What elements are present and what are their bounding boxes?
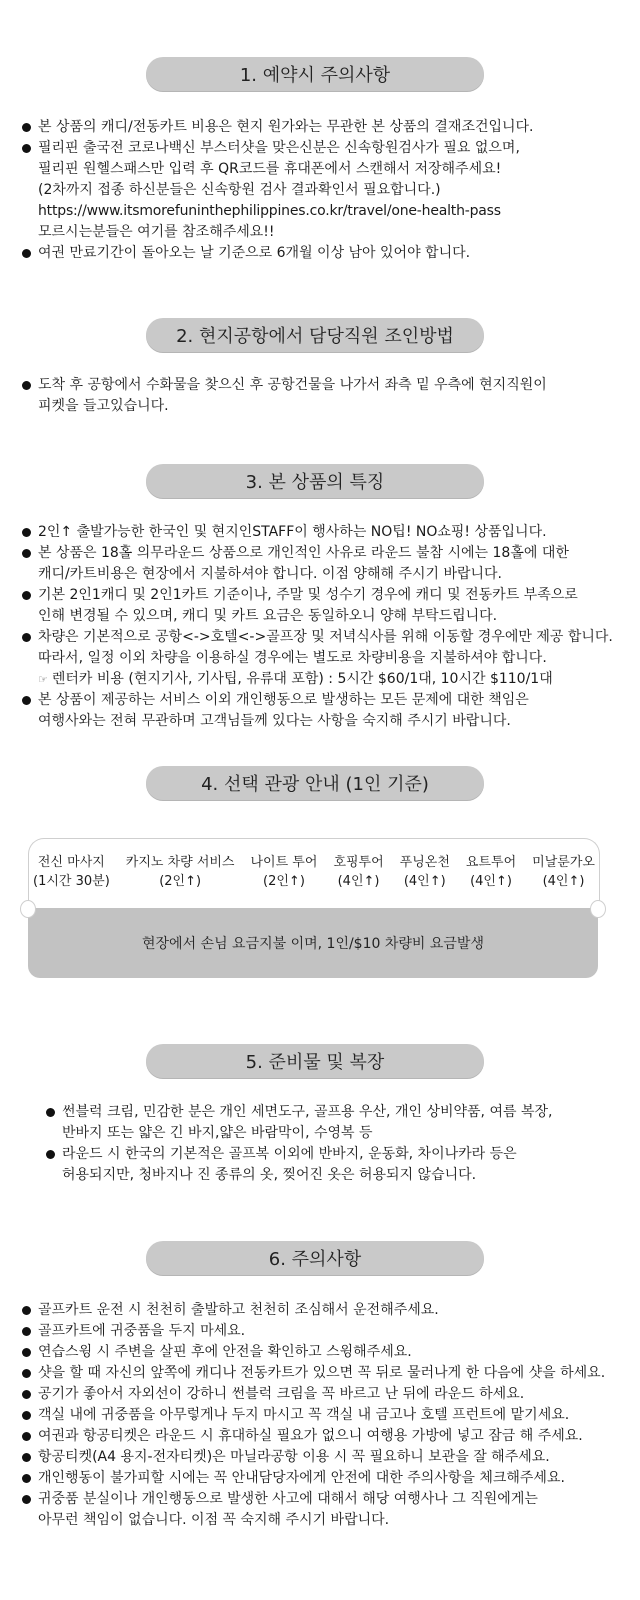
list-item: 여권과 항공티켓은 라운드 시 휴대하실 필요가 없으니 여행용 가방에 넣고 잠금 해 주세요. [22, 1426, 622, 1447]
section-4-header [146, 766, 484, 800]
list-item: 본 상품은 18홀 의무라운드 상품으로 개인적인 사유로 라운드 불참 시에는 18홀에 대한 캐디/카트비용은 현장에서 지불하셔야 합니다. 이점 양해해 주시기 바랍니다. [22, 543, 622, 585]
list-item: 라운드 시 한국의 기본적은 골프복 이외에 반바지, 운동화, 차이나카라 등은 허용되지만, 청바지나 진 종류의 옷, 찢어진 옷은 허용되지 않습니다. [46, 1144, 626, 1186]
section-1-list [22, 117, 622, 264]
list-item: 연습스윙 시 주변을 살핀 후에 안전을 확인하고 스윙해주세요. [22, 1342, 622, 1363]
list-item: 공기가 좋아서 자외선이 강하니 썬블럭 크림을 꼭 바르고 난 뒤에 라운드 하세요. [22, 1384, 622, 1405]
tour-item-massage: 전신 마사지 (1시간 30분) [33, 855, 110, 889]
list-item: 2인↑ 출발가능한 한국인 및 현지인STAFF이 행사하는 NO팁! NO쇼핑! 상품입니다. [22, 522, 622, 543]
ticket-notch [590, 900, 606, 918]
tour-note: 현장에서 손님 요금지불 이며, 1인/$10 차량비 요금발생 [142, 936, 484, 952]
one-health-pass-link[interactable]: https://www.itsmorefuninthephilippines.co.kr/travel/one-health-pass [38, 203, 501, 219]
section-5-list [46, 1102, 626, 1186]
section-5-header [146, 1044, 484, 1078]
section-2-title: 2. 현지공항에서 담당직원 조인방법 [176, 326, 454, 347]
section-3-title: 3. 본 상품의 특징 [245, 472, 385, 493]
section-1-title: 1. 예약시 주의사항 [239, 65, 391, 86]
list-item: 골프카트에 귀중품을 두지 마세요. [22, 1321, 622, 1342]
list-item: 귀중품 분실이나 개인행동으로 발생한 사고에 대해서 해당 여행사나 그 직원에게는 아무런 책임이 없습니다. 이점 꼭 숙지해 주시기 바랍니다. [22, 1489, 622, 1531]
tour-item-hot-spring: 푸닝온천 (4인↑) [399, 855, 450, 889]
list-item: 본 상품이 제공하는 서비스 이외 개인행동으로 발생하는 모든 문제에 대한 책임은 여행사와는 전혀 무관하며 고객님들께 있다는 사항을 숙지해 주시기 바랍니다. [22, 690, 622, 732]
list-item: 썬블럭 크림, 민감한 분은 개인 세면도구, 골프용 우산, 개인 상비약품, 여름 복장, 반바지 또는 얇은 긴 바지,얇은 바람막이, 수영복 등 [46, 1102, 626, 1144]
section-5-title: 5. 준비물 및 복장 [245, 1052, 385, 1073]
section-6-title: 6. 주의사항 [268, 1249, 362, 1270]
tour-list-panel [28, 838, 600, 909]
section-6-header [146, 1241, 484, 1275]
section-4-title: 4. 선택 관광 안내 (1인 기준) [201, 774, 429, 795]
section-3-list [22, 522, 622, 732]
ticket-notch [20, 900, 36, 918]
list-item: 본 상품의 캐디/전동카트 비용은 현지 원가와는 무관한 본 상품의 결재조건입니다. [22, 117, 622, 138]
list-item: 기본 2인1캐디 및 2인1카트 기준이나, 주말 및 성수기 경우에 캐디 및 전동카트 부족으로 인해 변경될 수 있으며, 캐디 및 카트 요금은 동일하오니 양해 부탁드립니다. [22, 585, 622, 627]
list-item: 여권 만료기간이 돌아오는 날 기준으로 6개월 이상 남아 있어야 합니다. [22, 243, 622, 264]
tour-item-casino: 카지노 차량 서비스 (2인↑) [125, 855, 235, 889]
list-item: 도착 후 공항에서 수화물을 찾으신 후 공항건물을 나가서 좌측 밑 우측에 현지직원이 피켓을 들고있습니다. [22, 375, 622, 417]
list-item: 샷을 할 때 자신의 앞쪽에 캐디나 전동카트가 있으면 꼭 뒤로 물러나게 한 다음에 샷을 하세요. [22, 1363, 622, 1384]
list-sub-item: ☞ 렌터카 비용 (현지기사, 기사팁, 유류대 포함) : 5시간 $60/1대, 10시간 $110/1대 [38, 671, 553, 687]
tour-item-minalungao: 미날룬가오 (4인↑) [532, 855, 595, 889]
tour-note-panel [28, 908, 598, 978]
list-item: 객실 내에 귀중품을 아무렇게나 두지 마시고 꼭 객실 내 금고나 호텔 프런트에 맡기세요. [22, 1405, 622, 1426]
list-item: 골프카트 운전 시 천천히 출발하고 천천히 조심해서 운전해주세요. [22, 1300, 622, 1321]
section-1-header [146, 57, 484, 91]
tour-item-hopping: 호핑투어 (4인↑) [333, 855, 384, 889]
list-item: 차량은 기본적으로 공항<->호텔<->골프장 및 저녁식사를 위해 이동할 경우에만 제공 합니다. 따라서, 일정 이외 차량을 이용하실 경우에는 별도로 차량비용을 지불하셔야 합니다. [22, 627, 622, 669]
list-item: 개인행동이 불가피할 시에는 꼭 안내담당자에게 안전에 대한 주의사항을 체크해주세요. [22, 1468, 622, 1489]
pointing-hand-icon: ☞ [38, 673, 48, 686]
tour-item-night-tour: 나이트 투어 (2인↑) [250, 855, 318, 889]
list-item: 필리핀 출국전 코로나백신 부스터샷을 맞은신분은 신속항원검사가 필요 없으며, 필리핀 원헬스패스만 입력 후 QR코드를 휴대폰에서 스캔해서 저장해주세요! (2차까지 접종 하신분들은 신속항원 검사 결과확인서 필요합니다.) https://www.itsmorefuninthephilippines.co.kr/travel/one-health-pass 모르시는분들은 여기를 참조해주세요!! [22, 138, 622, 243]
section-2-list [22, 375, 622, 417]
optional-tour-card [28, 838, 598, 978]
section-2-header [146, 318, 484, 352]
section-6-list [22, 1300, 622, 1531]
section-3-header [146, 464, 484, 498]
list-item: 항공티켓(A4 용지-전자티켓)은 마닐라공항 이용 시 꼭 필요하니 보관을 잘 해주세요. [22, 1447, 622, 1468]
tour-item-yacht: 요트투어 (4인↑) [465, 855, 517, 889]
